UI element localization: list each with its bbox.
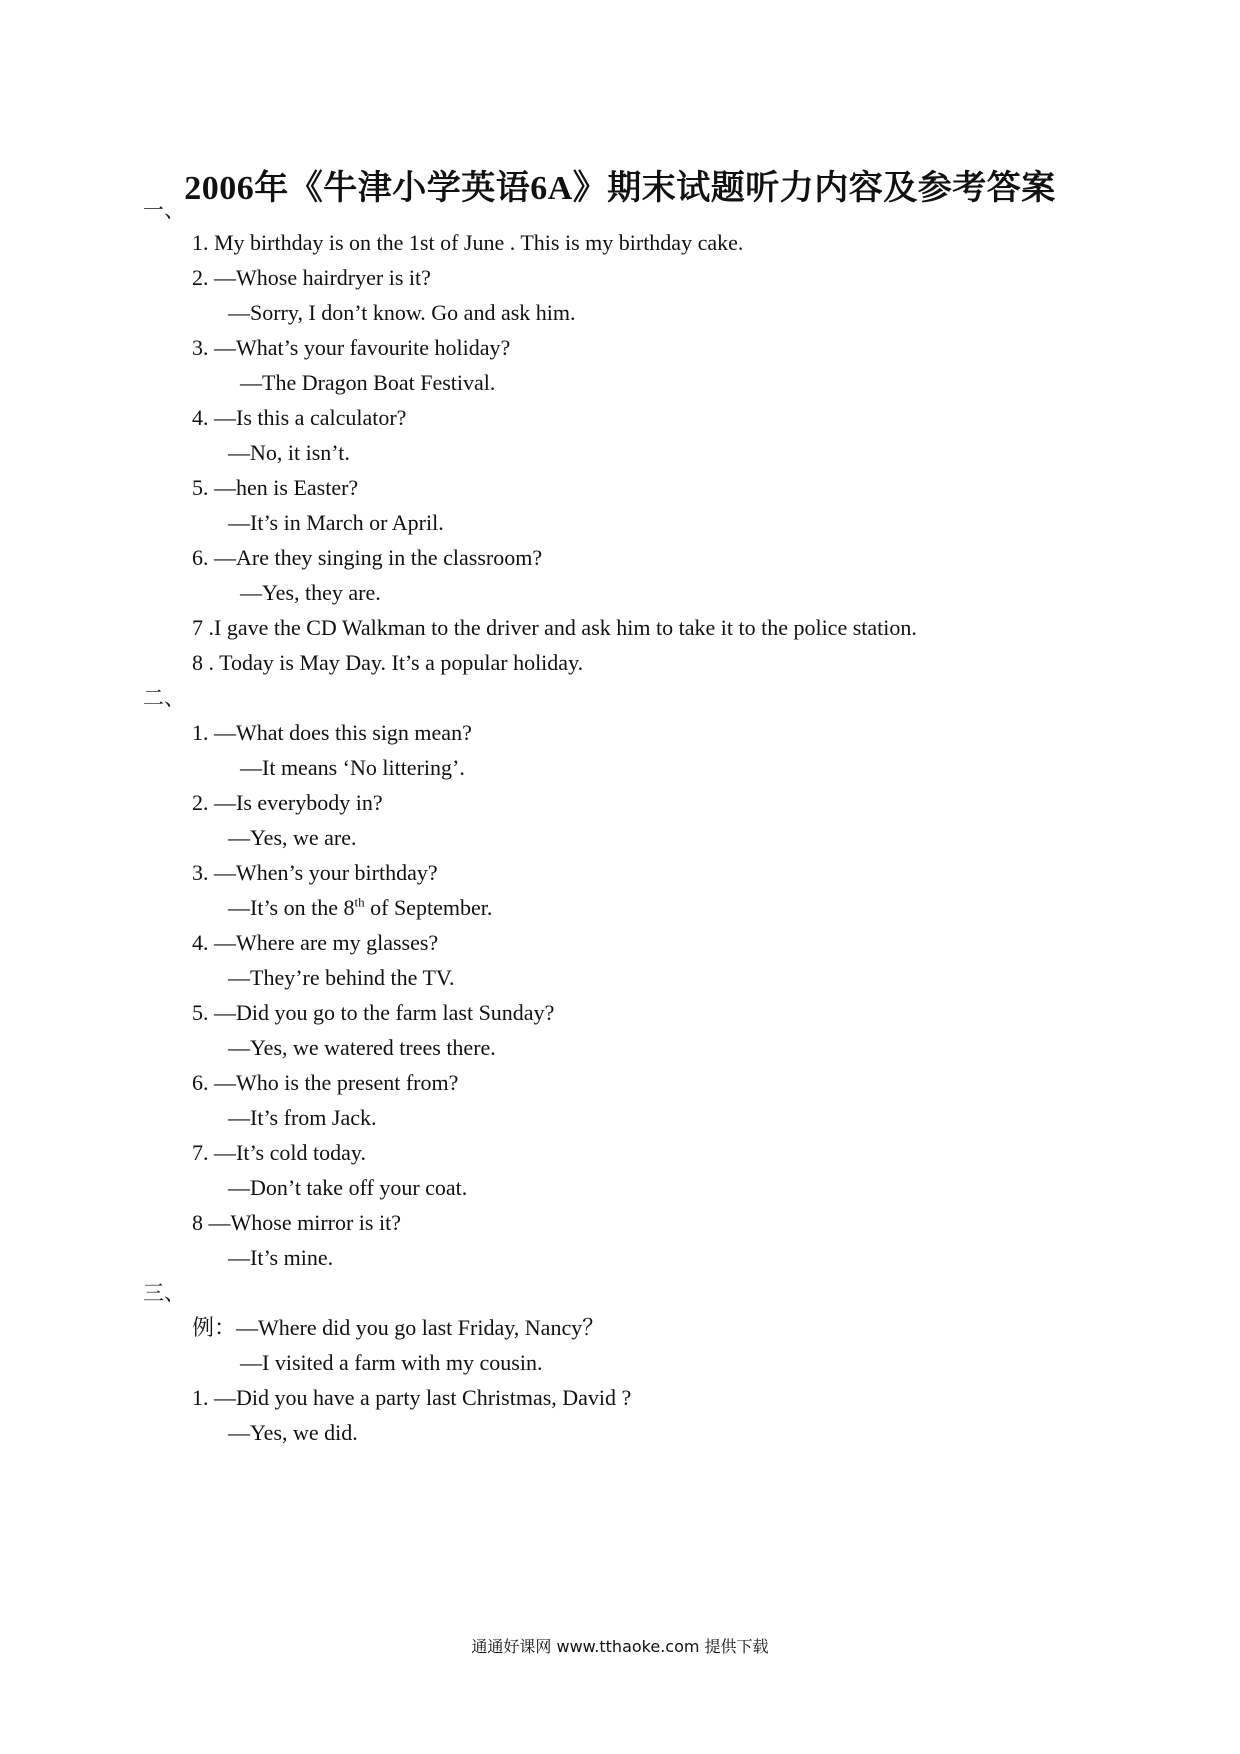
line: 3. —When’s your birthday? <box>192 860 438 885</box>
line-text: of September. <box>364 895 493 920</box>
line: 7. —It’s cold today. <box>192 1140 366 1165</box>
line: 5. —Did you go to the farm last Sunday? <box>192 1000 555 1025</box>
ordinal-suffix: th <box>354 894 365 910</box>
line: —Yes, we are. <box>228 825 357 850</box>
line: —Sorry, I don’t know. Go and ask him. <box>228 300 576 325</box>
line: 4. —Is this a calculator? <box>192 405 407 430</box>
line: 7 .I gave the CD Walkman to the driver and ask him to take it to the police station. <box>192 615 917 640</box>
line: —I visited a farm with my cousin. <box>240 1350 543 1375</box>
line: —Yes, we watered trees there. <box>228 1035 496 1060</box>
line: 3. —What’s your favourite holiday? <box>192 335 511 360</box>
line: —It’s in March or April. <box>228 510 444 535</box>
document-title: 2006年《牛津小学英语6A》期末试题听力内容及参考答案 <box>184 170 1056 207</box>
section-heading-2: 二、 <box>143 686 185 710</box>
line: 8 . Today is May Day. It’s a popular holiday. <box>192 650 584 675</box>
line: 1. —Did you have a party last Christmas, David ? <box>192 1385 632 1410</box>
line: 2. —Is everybody in? <box>192 790 383 815</box>
line: 5. —hen is Easter? <box>192 475 359 500</box>
line: —The Dragon Boat Festival. <box>240 370 496 395</box>
line: 4. —Where are my glasses? <box>192 930 439 955</box>
line: —It’s mine. <box>228 1245 334 1270</box>
line: —No, it isn’t. <box>228 440 350 465</box>
line: 例：—Where did you go last Friday, Nancy？ <box>192 1315 605 1340</box>
line: 8 —Whose mirror is it? <box>192 1210 401 1235</box>
section-heading-1: 一、 <box>143 198 185 222</box>
line: —Yes, we did. <box>228 1420 358 1445</box>
line-text: —It’s on the 8 <box>228 895 355 920</box>
line: —It’s from Jack. <box>228 1105 377 1130</box>
page-footer: 通通好课网 www.tthaoke.com 提供下载 <box>471 1637 769 1656</box>
line: —It means ‘No littering’. <box>240 755 465 780</box>
line: —Yes, they are. <box>240 580 381 605</box>
line: 1. My birthday is on the 1st of June . This is my birthday cake. <box>192 230 744 255</box>
line: —They’re behind the TV. <box>228 965 455 990</box>
line: 6. —Who is the present from? <box>192 1070 459 1095</box>
line: —Don’t take off your coat. <box>228 1175 468 1200</box>
line: 2. —Whose hairdryer is it? <box>192 265 431 290</box>
section-heading-3: 三、 <box>143 1281 185 1305</box>
line: 6. —Are they singing in the classroom? <box>192 545 543 570</box>
line: 1. —What does this sign mean? <box>192 720 472 745</box>
line <box>228 893 492 923</box>
